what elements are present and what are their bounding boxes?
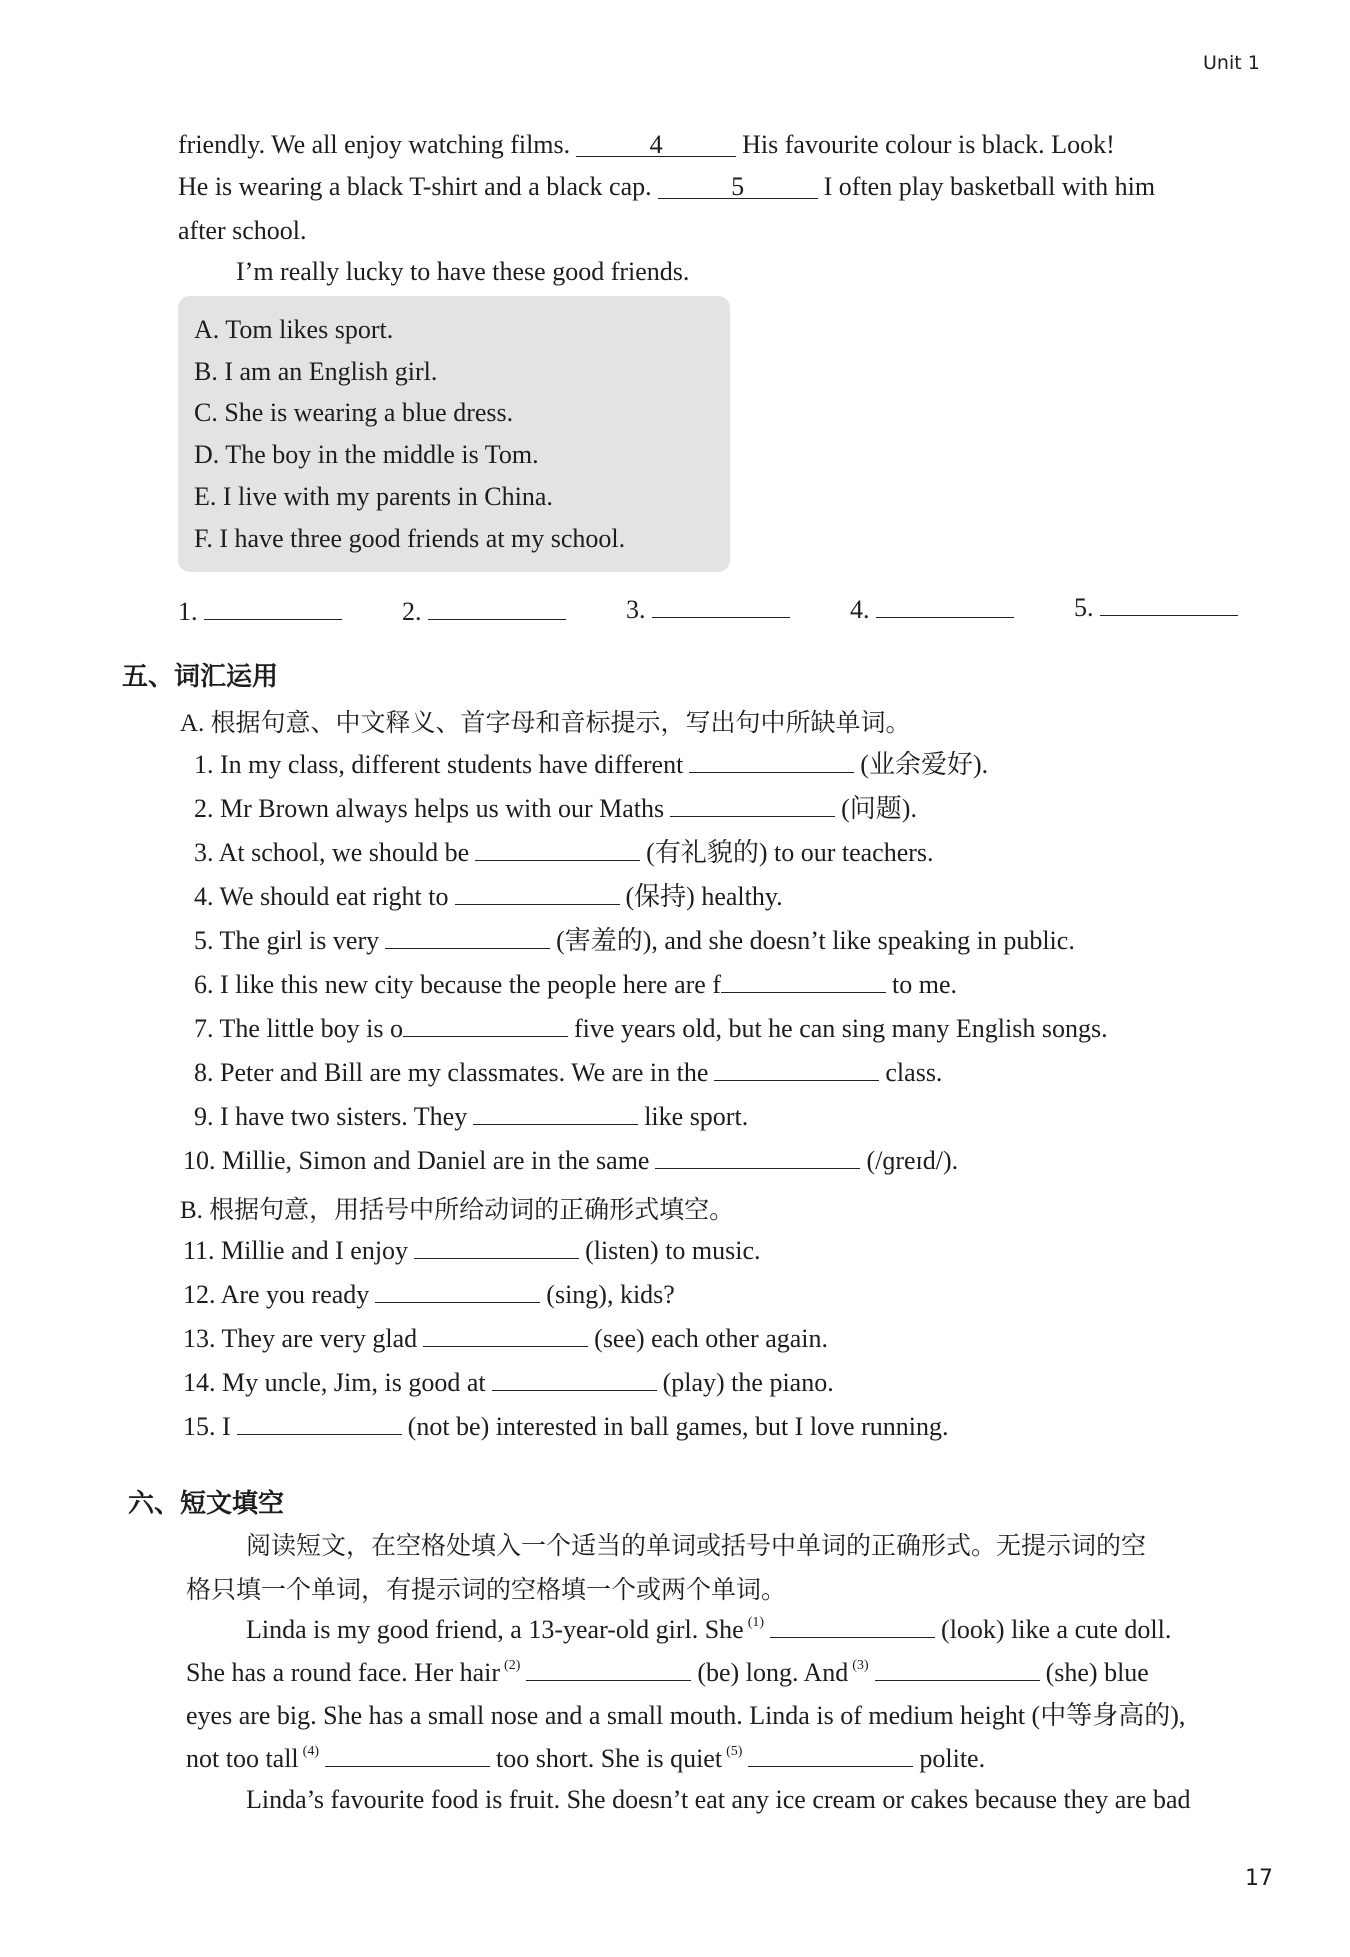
option-d: D. The boy in the middle is Tom. <box>194 440 539 469</box>
item-number: 6. <box>194 970 214 999</box>
answer-slot-5 <box>1074 592 1244 624</box>
blank-marker-5: (5) <box>726 1744 743 1759</box>
passage-line-3: after school. <box>178 216 307 245</box>
vocab-blank-4[interactable] <box>455 882 620 905</box>
item-number: 8. <box>194 1058 214 1087</box>
blank-marker-2: (2) <box>504 1658 521 1673</box>
option-a: A. Tom likes sport. <box>194 315 394 344</box>
item-hint: (害羞的), and she doesn’t like speaking in public. <box>556 926 1075 955</box>
answer-blank[interactable] <box>204 597 342 620</box>
item-hint: class. <box>885 1058 943 1087</box>
item-text: I have two sisters. They <box>220 1102 468 1131</box>
answer-label: 1. <box>178 597 198 626</box>
section-6-title: 六、短文填空 <box>128 1489 285 1519</box>
passage-text: His favourite colour is black. Look! <box>742 130 1115 159</box>
item-hint: (play) the piano. <box>662 1368 834 1397</box>
answer-slot-4 <box>850 594 1020 626</box>
item-number: 9. <box>194 1102 214 1131</box>
cloze-text: Linda is my good friend, a 13-year-old girl. She <box>246 1615 744 1644</box>
cloze-line-2 <box>186 1657 1149 1694</box>
item-hint: (see) each other again. <box>594 1324 829 1353</box>
vocab-blank-6[interactable] <box>721 970 886 993</box>
item-number: 1. <box>194 750 214 779</box>
answer-label: 2. <box>402 597 422 626</box>
item-number: 10. <box>183 1146 216 1175</box>
cloze-blank-3[interactable] <box>875 1658 1040 1681</box>
vocab-item-5 <box>194 925 1075 957</box>
answer-blank-5[interactable]: 5 <box>658 176 818 199</box>
section-6-instruction-line-2: 格只填一个单词，有提示词的空格填一个或两个单词。 <box>186 1577 787 1604</box>
vocab-blank-8[interactable] <box>714 1058 879 1081</box>
vocab-blank-1[interactable] <box>689 750 854 773</box>
answer-blank[interactable] <box>428 597 566 620</box>
vocab-blank-5[interactable] <box>385 926 550 949</box>
verb-item-14 <box>183 1367 834 1399</box>
answer-slot-2 <box>402 596 572 628</box>
cloze-line-1 <box>246 1614 1171 1651</box>
item-number: 4. <box>194 882 214 911</box>
cloze-text: (she) blue <box>1045 1658 1149 1687</box>
vocab-blank-9[interactable] <box>473 1102 638 1125</box>
cloze-text: not too tall <box>186 1744 299 1773</box>
item-text: At school, we should be <box>218 838 470 867</box>
blank-marker-4: (4) <box>302 1744 319 1759</box>
passage-line-1 <box>178 129 1115 161</box>
vocab-item-9 <box>194 1101 748 1133</box>
answer-slot-1 <box>178 596 348 628</box>
item-text: I like this new city because the people here are f <box>220 970 721 999</box>
section-5-part-a-instruction: A. 根据句意、中文释义、首字母和音标提示，写出句中所缺单词。 <box>180 710 911 737</box>
verb-blank-11[interactable] <box>414 1236 579 1259</box>
cloze-line-4 <box>186 1743 985 1780</box>
vocab-blank-7[interactable] <box>403 1014 568 1037</box>
item-hint: (有礼貌的) to our teachers. <box>646 838 934 867</box>
item-text: We should eat right to <box>219 882 449 911</box>
verb-item-15 <box>183 1411 948 1443</box>
verb-blank-12[interactable] <box>375 1280 540 1303</box>
item-hint: (业余爱好). <box>860 750 989 779</box>
cloze-blank-1[interactable] <box>770 1615 935 1638</box>
item-number: 3. <box>194 838 214 867</box>
item-hint: (listen) to music. <box>585 1236 761 1265</box>
option-c: C. She is wearing a blue dress. <box>194 398 514 427</box>
item-hint: (sing), kids? <box>546 1280 675 1309</box>
passage-text: I often play basketball with him <box>823 172 1156 201</box>
vocab-item-7 <box>194 1013 1108 1045</box>
item-number: 12. <box>183 1280 216 1309</box>
blank-marker-3: (3) <box>852 1658 869 1673</box>
item-hint: five years old, but he can sing many English songs. <box>573 1014 1108 1043</box>
item-text: They are very glad <box>221 1324 418 1353</box>
vocab-blank-3[interactable] <box>475 838 640 861</box>
item-hint: (/ɡreɪd/). <box>866 1146 959 1175</box>
verb-blank-15[interactable] <box>237 1412 402 1435</box>
verb-blank-14[interactable] <box>492 1368 657 1391</box>
cloze-text: polite. <box>919 1744 986 1773</box>
item-text: The girl is very <box>219 926 380 955</box>
verb-blank-13[interactable] <box>423 1324 588 1347</box>
vocab-item-10 <box>183 1145 958 1177</box>
answer-label: 5. <box>1074 593 1094 622</box>
item-number: 5. <box>194 926 214 955</box>
item-number: 2. <box>194 794 214 823</box>
passage-text: friendly. We all enjoy watching films. <box>178 130 571 159</box>
item-text: In my class, different students have different <box>220 750 684 779</box>
section-6-instruction-line-1: 阅读短文，在空格处填入一个适当的单词或括号中单词的正确形式。无提示词的空 <box>246 1533 1147 1560</box>
item-text: Millie and I enjoy <box>221 1236 409 1265</box>
item-number: 14. <box>183 1368 216 1397</box>
option-f: F. I have three good friends at my school. <box>194 524 626 553</box>
vocab-item-2 <box>194 793 917 825</box>
cloze-blank-4[interactable] <box>325 1744 490 1767</box>
item-text: My uncle, Jim, is good at <box>222 1368 486 1397</box>
item-hint: like sport. <box>644 1102 749 1131</box>
passage-line-2 <box>178 171 1155 203</box>
blank-marker-1: (1) <box>747 1615 765 1630</box>
vocab-item-8 <box>194 1057 942 1089</box>
cloze-blank-5[interactable] <box>748 1744 913 1767</box>
item-text: Peter and Bill are my classmates. We are in the <box>220 1058 709 1087</box>
item-text: Mr Brown always helps us with our Maths <box>220 794 665 823</box>
vocab-blank-2[interactable] <box>670 794 835 817</box>
cloze-text: too short. She is quiet <box>496 1744 723 1773</box>
unit-label: Unit 1 <box>1203 52 1260 74</box>
answer-label: 3. <box>626 595 646 624</box>
vocab-item-6 <box>194 969 957 1001</box>
option-e: E. I live with my parents in China. <box>194 482 553 511</box>
item-number: 7. <box>194 1014 214 1043</box>
item-text: I <box>222 1412 231 1441</box>
item-number: 13. <box>183 1324 216 1353</box>
cloze-blank-2[interactable] <box>526 1658 691 1681</box>
cloze-text: (be) long. And <box>697 1658 849 1687</box>
cloze-text: (look) like a cute doll. <box>941 1615 1172 1644</box>
answer-blank[interactable] <box>1100 593 1238 616</box>
answer-blank[interactable] <box>652 595 790 618</box>
item-text: The little boy is o <box>219 1014 403 1043</box>
answer-slot-3 <box>626 594 796 626</box>
item-hint: (问题). <box>841 794 917 823</box>
options-box <box>178 296 730 572</box>
page-number: 17 <box>1245 1866 1273 1891</box>
passage-line-4: I’m really lucky to have these good friends. <box>236 257 690 286</box>
option-b: B. I am an English girl. <box>194 357 438 386</box>
vocab-item-3 <box>194 837 934 869</box>
item-number: 15. <box>183 1412 216 1441</box>
verb-item-11 <box>183 1235 761 1267</box>
section-5-title: 五、词汇运用 <box>122 662 279 692</box>
vocab-item-1 <box>194 749 988 781</box>
cloze-line-3: eyes are big. She has a small nose and a small mouth. Linda is of medium height (中等身高的), <box>186 1701 1186 1730</box>
cloze-line-5: Linda’s favourite food is fruit. She doesn’t eat any ice cream or cakes because they are bad <box>246 1785 1191 1814</box>
passage-text: He is wearing a black T-shirt and a black cap. <box>178 172 652 201</box>
vocab-item-4 <box>194 881 783 913</box>
answer-blank-4[interactable]: 4 <box>576 134 736 157</box>
answer-blank[interactable] <box>876 595 1014 618</box>
item-hint: (保持) healthy. <box>625 882 783 911</box>
item-number: 11. <box>183 1236 215 1265</box>
item-text: Millie, Simon and Daniel are in the same <box>222 1146 650 1175</box>
verb-item-13 <box>183 1323 828 1355</box>
vocab-blank-10[interactable] <box>655 1146 860 1169</box>
item-hint: to me. <box>892 970 957 999</box>
item-text: Are you ready <box>220 1280 370 1309</box>
section-5-part-b-instruction: B. 根据句意，用括号中所给动词的正确形式填空。 <box>180 1197 735 1224</box>
verb-item-12 <box>183 1279 675 1311</box>
answer-label: 4. <box>850 595 870 624</box>
item-hint: (not be) interested in ball games, but I love running. <box>407 1412 949 1441</box>
cloze-text: She has a round face. Her hair <box>186 1658 501 1687</box>
